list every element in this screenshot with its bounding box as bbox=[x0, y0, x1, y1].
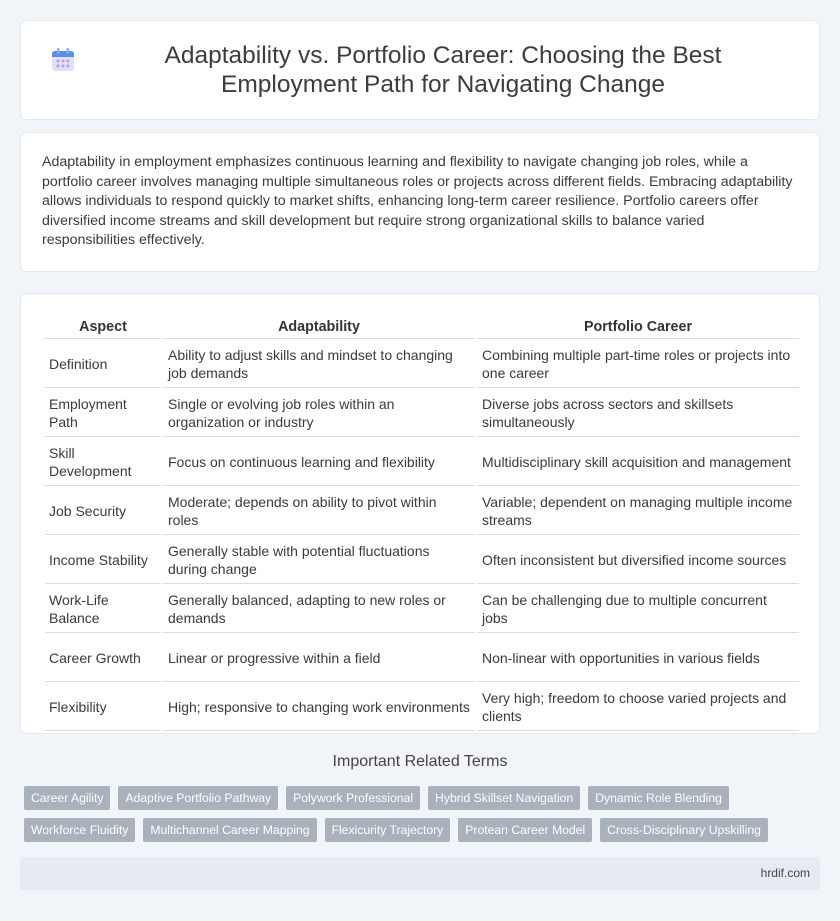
tag-row bbox=[24, 818, 824, 842]
row-portfolio-career: Very high; freedom to choose varied projects and clients bbox=[477, 683, 799, 731]
table-header-row bbox=[45, 315, 799, 339]
term-tag[interactable]: Dynamic Role Blending bbox=[588, 786, 729, 810]
title-wrap bbox=[50, 41, 790, 99]
header-portfolio-career: Portfolio Career bbox=[477, 315, 799, 339]
table-row bbox=[45, 683, 799, 731]
table-row bbox=[45, 340, 799, 388]
row-aspect: Job Security bbox=[45, 487, 161, 535]
term-tag[interactable]: Career Agility bbox=[24, 786, 110, 810]
row-adaptability: Linear or progressive within a field bbox=[163, 634, 475, 682]
table-row bbox=[45, 585, 799, 633]
row-aspect: Work-Life Balance bbox=[45, 585, 161, 633]
row-aspect: Flexibility bbox=[45, 683, 161, 731]
term-tag[interactable]: Multichannel Career Mapping bbox=[143, 818, 316, 842]
row-adaptability: Focus on continuous learning and flexibility bbox=[163, 438, 475, 486]
row-aspect: Skill Development bbox=[45, 438, 161, 486]
row-aspect: Career Growth bbox=[45, 634, 161, 682]
term-tag[interactable]: Adaptive Portfolio Pathway bbox=[118, 786, 278, 810]
tag-row bbox=[24, 786, 824, 810]
header-adaptability: Adaptability bbox=[163, 315, 475, 339]
row-portfolio-career: Multidisciplinary skill acquisition and management bbox=[477, 438, 799, 486]
comparison-table bbox=[43, 314, 801, 732]
calendar-icon bbox=[50, 47, 76, 73]
row-adaptability: Generally balanced, adapting to new roles or demands bbox=[163, 585, 475, 633]
table-row bbox=[45, 634, 799, 682]
related-terms-title: Important Related Terms bbox=[332, 753, 508, 770]
intro-card bbox=[20, 132, 820, 272]
row-adaptability: Single or evolving job roles within an organization or industry bbox=[163, 389, 475, 437]
term-tag[interactable]: Polywork Professional bbox=[286, 786, 420, 810]
row-aspect: Income Stability bbox=[45, 536, 161, 584]
table-row bbox=[45, 536, 799, 584]
row-portfolio-career: Combining multiple part-time roles or projects into one career bbox=[477, 340, 799, 388]
row-adaptability: Moderate; depends on ability to pivot within roles bbox=[163, 487, 475, 535]
table-row bbox=[45, 438, 799, 486]
title-card bbox=[20, 20, 820, 120]
row-portfolio-career: Often inconsistent but diversified income sources bbox=[477, 536, 799, 584]
table-row bbox=[45, 487, 799, 535]
intro-paragraph: Adaptability in employment emphasizes continuous learning and flexibility to navigate changing job roles, while a portfolio career involves managing multiple simultaneous roles or projects across different fields. Embracing adaptability allows individuals to respond quickly to market shifts, enhancing long-term career resilience. Portfolio careers offer diversified income streams and skill development but require strong organizational skills to balance varied responsibilities effectively. bbox=[42, 154, 793, 248]
table-row bbox=[45, 389, 799, 437]
row-aspect: Definition bbox=[45, 340, 161, 388]
term-tag[interactable]: Hybrid Skillset Navigation bbox=[428, 786, 580, 810]
term-tag[interactable]: Flexicurity Trajectory bbox=[325, 818, 451, 842]
row-adaptability: Generally stable with potential fluctuations during change bbox=[163, 536, 475, 584]
term-tag[interactable]: Workforce Fluidity bbox=[24, 818, 135, 842]
page-title: Adaptability vs. Portfolio Career: Choosing the Best Employment Path for Navigating Change bbox=[164, 42, 722, 98]
row-adaptability: High; responsive to changing work environments bbox=[163, 683, 475, 731]
header-aspect: Aspect bbox=[45, 315, 161, 339]
comparison-card bbox=[20, 293, 820, 734]
row-adaptability: Ability to adjust skills and mindset to changing job demands bbox=[163, 340, 475, 388]
term-tag[interactable]: Cross-Disciplinary Upskilling bbox=[600, 818, 768, 842]
row-portfolio-career: Can be challenging due to multiple concurrent jobs bbox=[477, 585, 799, 633]
footer bbox=[20, 857, 820, 890]
row-portfolio-career: Non-linear with opportunities in various fields bbox=[477, 634, 799, 682]
related-terms-tags bbox=[24, 786, 824, 850]
row-portfolio-career: Diverse jobs across sectors and skillsets simultaneously bbox=[477, 389, 799, 437]
row-aspect: Employment Path bbox=[45, 389, 161, 437]
term-tag[interactable]: Protean Career Model bbox=[458, 818, 592, 842]
row-portfolio-career: Variable; dependent on managing multiple income streams bbox=[477, 487, 799, 535]
footer-site-link[interactable]: hrdif.com bbox=[760, 866, 810, 880]
